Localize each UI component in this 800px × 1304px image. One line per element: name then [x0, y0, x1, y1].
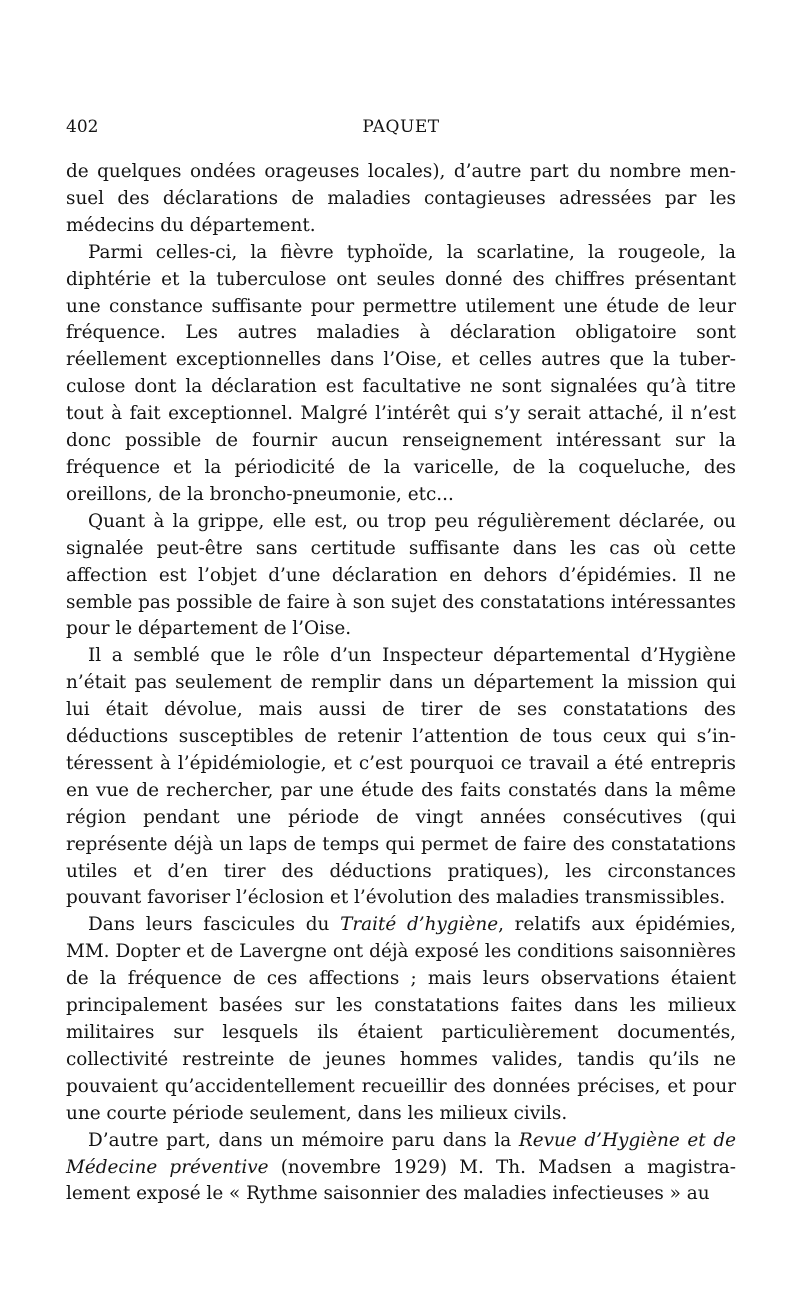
paragraph-inspector-role: Il a semblé que le rôle d’un Inspecteur départemental d’Hygiène n’était pas seulement de remplir dans un département la mission qui lui était dévolue, mais aussi de tirer de ses constatations des déductions susceptibles de retenir l’attention de tous ceux qui s’intéressent à l’épidémiologie, et c’est pourquoi ce travail a été entrepris en vue de rechercher, par une étude des faits constatés dans la même région pendant une période de vingt années consécutives (qui représente déjà un laps de temps qui permet de faire des constatations utiles et d’en tirer des déductions pratiques), les circonstances pouvant favoriser l’éclosion et l’évolution des maladies transmissibles.	[66, 645, 736, 909]
paragraph-text-after: (novembre 1929) M. Th. Madsen a magistralement exposé le « Rythme saisonnier des maladies infectieuses » au	[66, 1156, 736, 1205]
journal-title-italic: Revue d’Hygiène et de Médecine préventive	[66, 1129, 736, 1178]
paragraph-text-after: , relatifs aux épidémies, MM. Dopter et de Lavergne ont déjà exposé les conditions saisonnières de la fréquence de ces affections ; mais leurs observations étaient principalement basées sur les constatations faites dans les milieux militaires sur lesquels ils étaient particulièrement documentés, collectivité restreinte de jeunes hommes valides, tandis qu’ils ne pouvaient qu’accidentellement recueillir des données précises, et pour une courte période seulement, dans les milieux civils.	[66, 914, 736, 1124]
paragraph-madsen	[66, 1128, 736, 1209]
paragraph-dopter-lavergne	[66, 912, 736, 1127]
paragraph-influenza: Quant à la grippe, elle est, ou trop peu régulièrement déclarée, ou signalée peut-être sans certitude suffisante dans les cas où cette affection est l’objet d’une déclaration en dehors d’épidémies. Il ne semble pas possible de faire à son sujet des constatations intéressantes pour le département de l’Oise.	[66, 510, 736, 640]
running-title: PAQUET	[362, 117, 440, 137]
book-title-italic: Traité d’hygiène	[340, 914, 499, 936]
page-header	[66, 117, 736, 141]
page-number: 402	[66, 117, 99, 137]
paragraph-text-before: D’autre part, dans un mémoire paru dans la	[88, 1129, 519, 1151]
paragraph-notifiable-diseases: Parmi celles-ci, la fièvre typhoïde, la scarlatine, la rougeole, la diphtérie et la tuberculose ont seules donné des chiffres présentant une constance suffisante pour permettre utilement une étude de leur fréquence. Les autres maladies à déclaration obligatoire sont réellement exceptionnelles dans l’Oise, et celles autres que la tuberculose dont la déclaration est facultative ne sont signalées qu’à titre tout à fait exceptionnel. Malgré l’intérêt qui s’y serait attaché, il n’est donc possible de fournir aucun renseignement intéressant sur la fréquence et la périodicité de la varicelle, de la coqueluche, des oreillons, de la broncho-pneumonie, etc...	[66, 241, 736, 505]
body-text	[66, 159, 736, 1208]
paragraph-text-before: Dans leurs fascicules du	[88, 914, 341, 936]
paragraph-continuation: de quelques ondées orageuses locales), d’autre part du nombre mensuel des déclarations de maladies contagieuses adressées par les médecins du département.	[66, 161, 736, 236]
